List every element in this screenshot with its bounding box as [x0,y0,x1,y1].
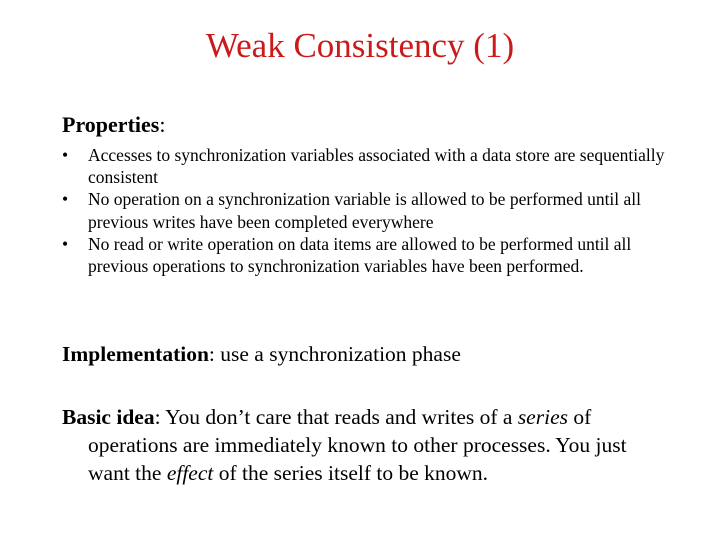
property-item [60,144,680,188]
bullet-icon: • [62,145,69,165]
bullet-icon: • [62,233,69,254]
implementation-paragraph [62,340,682,368]
properties-list [60,144,680,277]
implementation-text: : use a synchronization phase [208,342,461,366]
basic-idea-text-1: : You don’t care that reads and writes of a [154,405,518,429]
properties-label: Properties [62,112,160,137]
slide-title: Weak Consistency (1) [205,26,515,65]
property-item [60,233,680,277]
bullet-icon: • [62,189,69,210]
property-item [60,188,680,232]
implementation-label: Implementation [62,342,209,366]
properties-colon: : [159,112,166,137]
properties-heading [62,111,165,139]
basic-idea-emphasis-series: series [517,405,568,429]
basic-idea-emphasis-effect: effect [166,461,214,485]
basic-idea-label: Basic idea [62,405,155,429]
basic-idea-text-2: of operations are immediately known to other processes. You just want the [88,405,627,485]
property-text: No operation on a synchronization variable is allowed to be performed until all previous writes have been completed everywhere [88,189,642,232]
property-text: No read or write operation on data items are allowed to be performed until all previous operations to synchronization variables have been performed. [88,233,632,277]
property-text: Accesses to synchronization variables associated with a data store are sequentially consistent [88,145,665,188]
basic-idea-text-3: of the series itself to be known. [213,461,489,485]
basic-idea-paragraph [62,403,672,487]
